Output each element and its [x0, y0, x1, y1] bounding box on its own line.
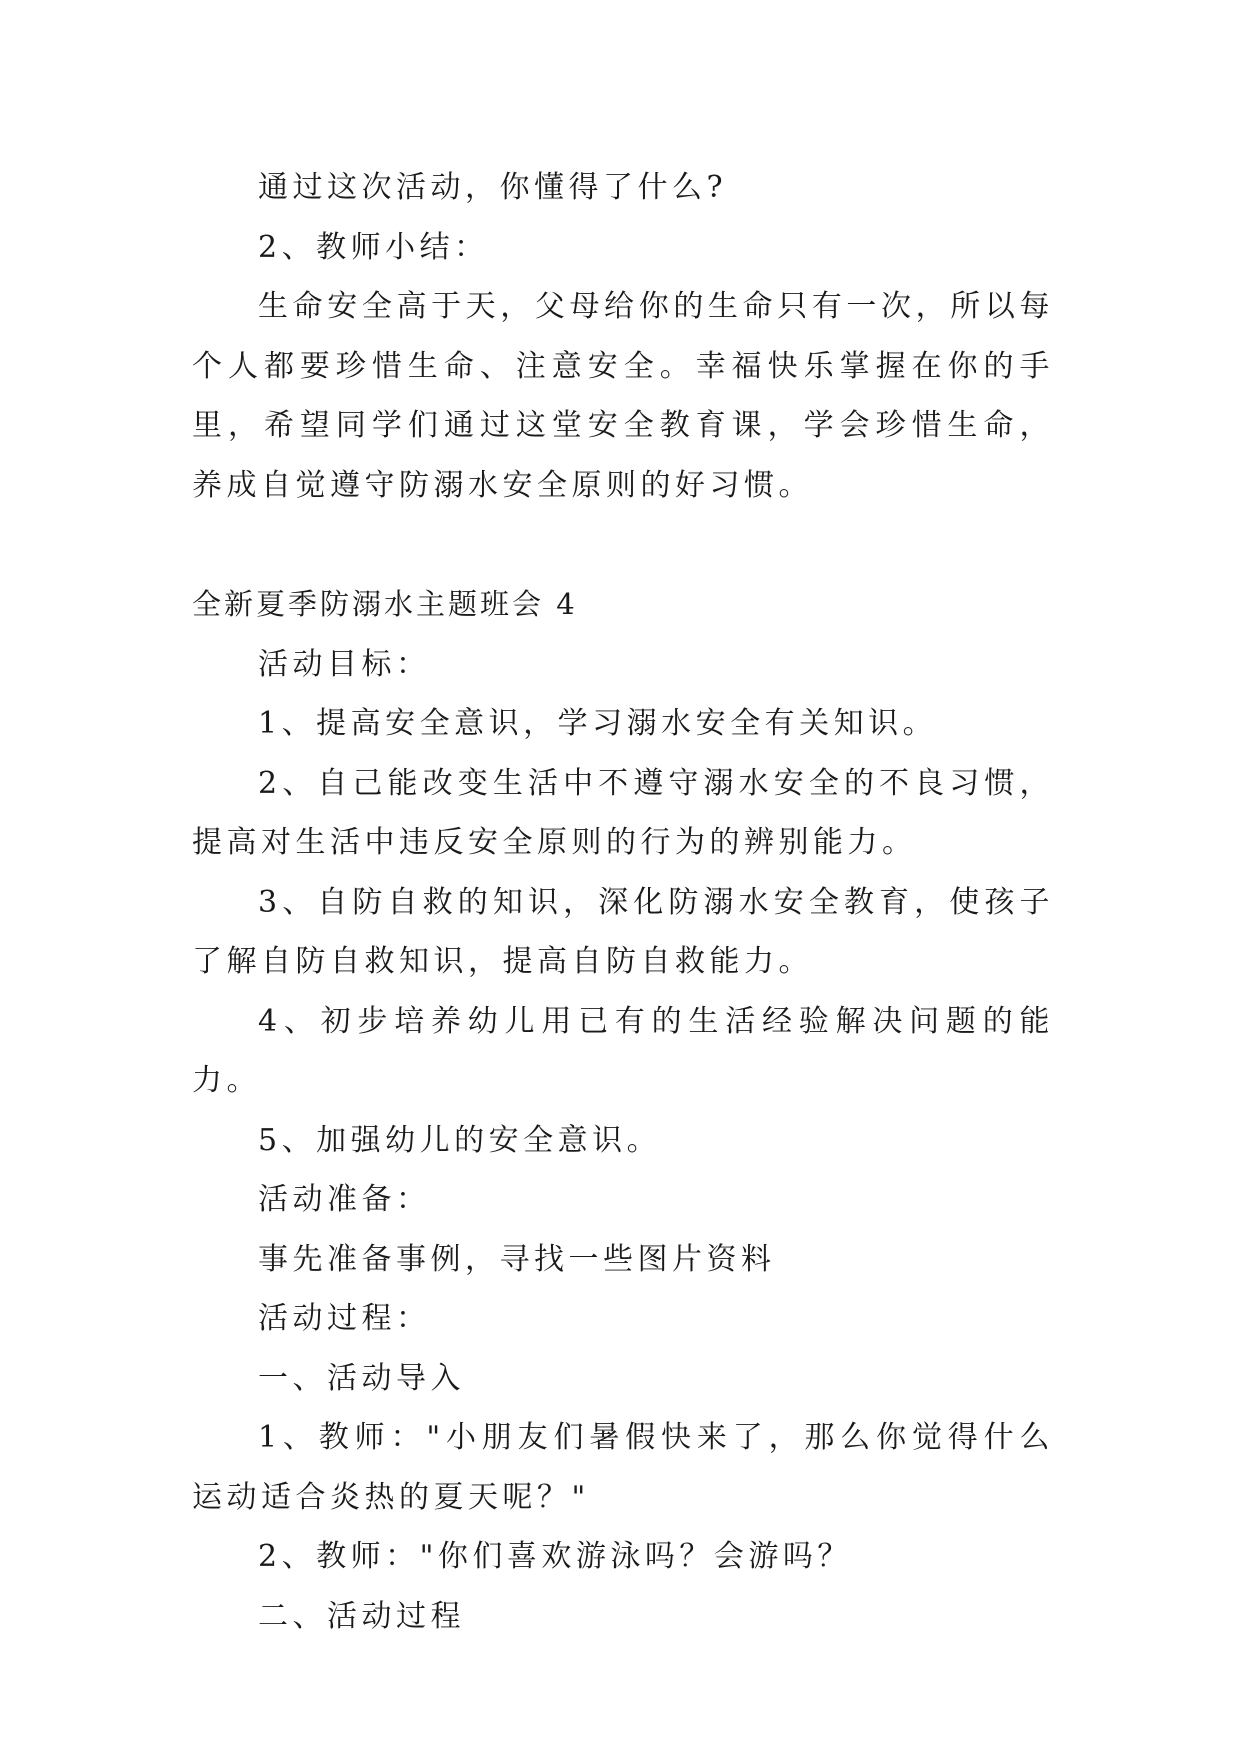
intro-item-1: 1、教师："小朋友们暑假快来了，那么你觉得什么运动适合炎热的夏天呢？" [192, 1420, 1054, 1515]
section-heading: 全新夏季防溺水主题班会 4 [192, 587, 578, 621]
process-sub-title: 二、活动过程 [258, 1598, 465, 1634]
question-paragraph: 通过这次活动，你懂得了什么? [258, 170, 728, 205]
summary-paragraph: 生命安全高于天，父母给你的生命只有一次，所以每个人都要珍惜生命、注意安全。幸福快乐掌握在你的手里，希望同学们通过这堂安全教育课，学会珍惜生命，养成自觉遵守防溺水安全原则的好习惯。 [192, 289, 1054, 503]
goal-item-5: 5、加强幼儿的安全意识。 [258, 1122, 662, 1158]
prep-paragraph: 事先准备事例，寻找一些图片资料 [258, 1241, 776, 1277]
goal-item-3: 3、自防自救的知识，深化防溺水安全教育，使孩子了解自防自救知识，提高自防自救能力。 [192, 884, 1054, 979]
prep-title: 活动准备： [258, 1182, 431, 1217]
goals-title: 活动目标： [258, 646, 431, 682]
goal-item-1: 1、提高安全意识，学习溺水安全有关知识。 [258, 706, 938, 741]
intro-item-2: 2、教师："你们喜欢游泳吗？会游吗？ [258, 1539, 852, 1574]
summary-title: 2、教师小结： [258, 229, 489, 265]
goal-item-2: 2、自己能改变生活中不遵守溺水安全的不良习惯，提高对生活中违反安全原则的行为的辨别能力。 [192, 765, 1054, 860]
goal-item-4: 4、初步培养幼儿用已有的生活经验解决问题的能力。 [192, 1003, 1054, 1098]
document-body [192, 158, 1054, 1646]
process-title: 活动过程： [258, 1301, 431, 1336]
intro-title: 一、活动导入 [258, 1360, 465, 1396]
